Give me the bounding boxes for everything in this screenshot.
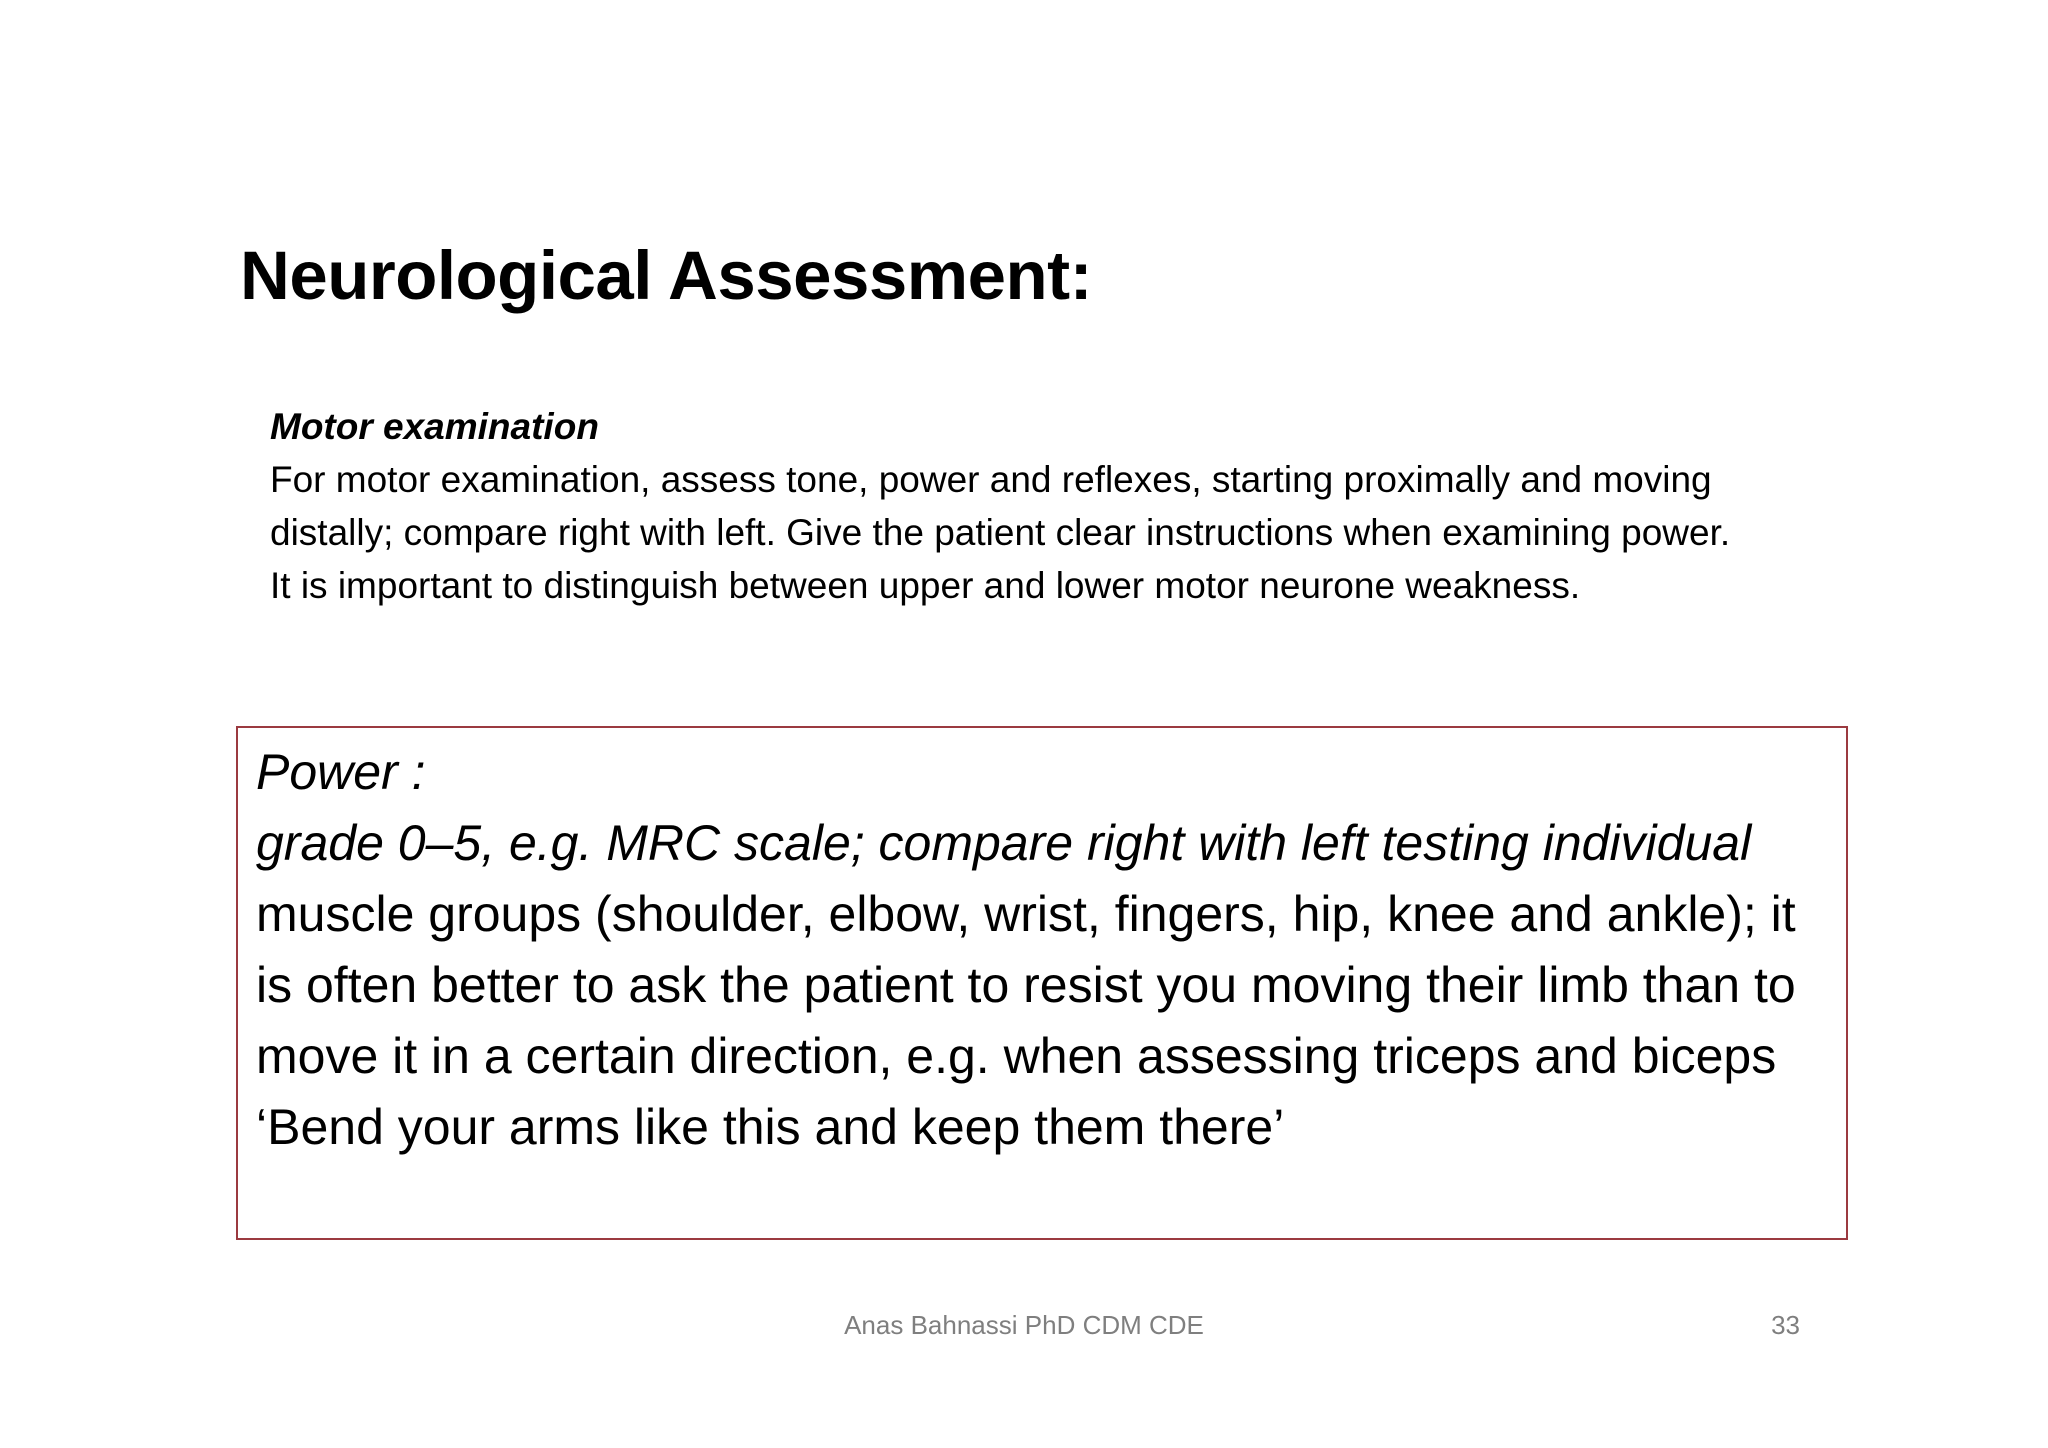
power-body-text: muscle groups (shoulder, elbow, wrist, fingers, hip, knee and ankle); it is often better to ask the patient to resist you moving their limb than to move it in a certain direction, e.g. when assessing triceps and biceps ‘Bend your arms like this and keep them there’: [256, 886, 1796, 1155]
power-heading: Power :: [256, 744, 426, 800]
motor-examination-heading: Motor examination: [270, 406, 599, 447]
motor-examination-section: [270, 400, 1750, 612]
page-number: 33: [1771, 1310, 1800, 1340]
power-box: [236, 726, 1848, 1240]
motor-examination-body: For motor examination, assess tone, power and reflexes, starting proximally and moving distally; compare right with left. Give the patient clear instructions when examining power. It is important to distinguish between upper and lower motor neurone weakness.: [270, 459, 1731, 606]
slide-title: Neurological Assessment:: [240, 237, 1093, 314]
footer-author: Anas Bahnassi PhD CDM CDE: [844, 1310, 1204, 1340]
power-grade-text: grade 0–5, e.g. MRC scale; compare right with left testing individual: [256, 815, 1752, 871]
